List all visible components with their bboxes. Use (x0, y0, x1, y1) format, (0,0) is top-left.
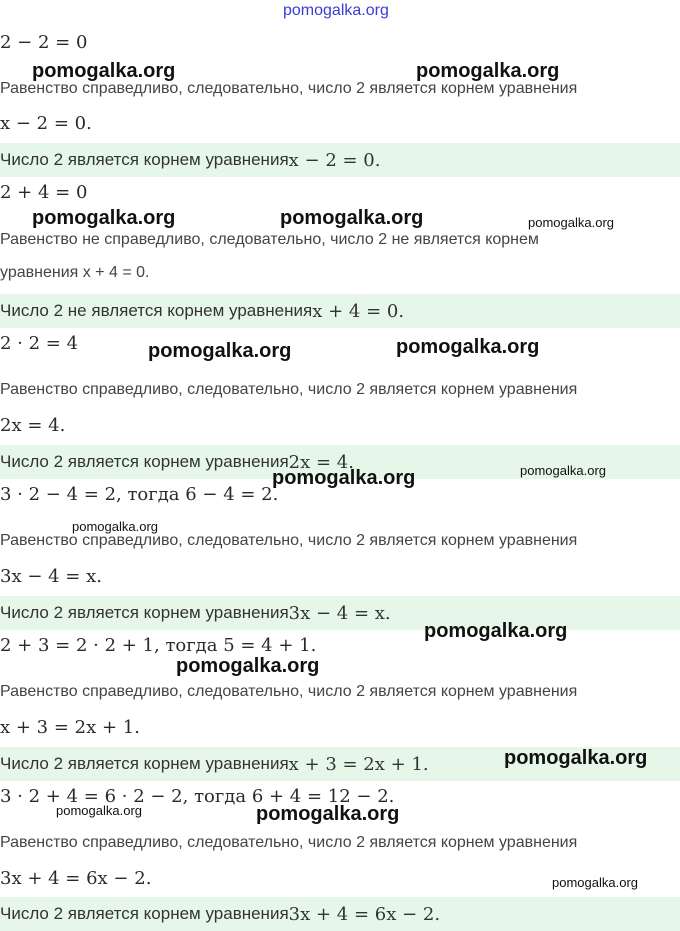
check-line-1: 2 − 2 = 0 (0, 32, 88, 53)
conclusion-text-1: Число 2 является корнем уравнения (0, 150, 289, 169)
conclusion-math-5: x + 3 = 2x + 1. (288, 753, 429, 775)
conclusion-4 (0, 596, 680, 630)
explanation-line-2b: уравнения x + 4 = 0. (0, 264, 150, 281)
watermark-label: pomogalka.org (528, 215, 614, 230)
watermark-label: pomogalka.org (416, 60, 560, 82)
explanation-line-6b: 3x + 4 = 6x − 2. (0, 868, 152, 889)
conclusion-math-1: x − 2 = 0. (288, 149, 381, 171)
watermark-label: pomogalka.org (56, 803, 142, 818)
check-line-4: 3 · 2 − 4 = 2, тогда 6 − 4 = 2. (0, 484, 279, 505)
watermark-label: pomogalka.org (280, 207, 424, 229)
conclusion-text-5: Число 2 является корнем уравнения (0, 754, 289, 773)
explanation-line-4a: Равенство справедливо, следовательно, число 2 является корнем уравнения (0, 532, 578, 549)
watermark-label: pomogalka.org (32, 60, 176, 82)
conclusion-text-4: Число 2 является корнем уравнения (0, 603, 289, 622)
conclusion-math-4: 3x − 4 = x. (288, 602, 391, 624)
check-line-3: 2 · 2 = 4 (0, 333, 79, 354)
conclusion-text-3: Число 2 является корнем уравнения (0, 452, 289, 471)
watermark-label: pomogalka.org (32, 207, 176, 229)
watermark-label: pomogalka.org (520, 463, 606, 478)
explanation-line-2a: Равенство не справедливо, следовательно, число 2 не является корнем (0, 231, 539, 248)
watermark-top: pomogalka.org (283, 2, 389, 19)
conclusion-math-2: x + 4 = 0. (312, 300, 405, 322)
watermark-label: pomogalka.org (256, 803, 400, 825)
conclusion-text-2: Число 2 не является корнем уравнения (0, 301, 313, 320)
explanation-line-3a: Равенство справедливо, следовательно, число 2 является корнем уравнения (0, 381, 578, 398)
explanation-line-6a: Равенство справедливо, следовательно, число 2 является корнем уравнения (0, 834, 578, 851)
check-line-6: 3 · 2 + 4 = 6 · 2 − 2, тогда 6 + 4 = 12 − 2. (0, 786, 395, 807)
explanation-line-1b: x − 2 = 0. (0, 113, 92, 134)
conclusion-6 (0, 897, 680, 931)
check-line-2: 2 + 4 = 0 (0, 182, 88, 203)
explanation-line-5b: x + 3 = 2x + 1. (0, 717, 140, 738)
watermark-label: pomogalka.org (552, 875, 638, 890)
watermark-label: pomogalka.org (424, 620, 568, 642)
explanation-line-4b: 3x − 4 = x. (0, 566, 102, 587)
watermark-label: pomogalka.org (396, 336, 540, 358)
conclusion-text-6: Число 2 является корнем уравнения (0, 904, 289, 923)
explanation-line-1a: Равенство справедливо, следовательно, число 2 является корнем уравнения (0, 80, 578, 97)
check-line-5: 2 + 3 = 2 · 2 + 1, тогда 5 = 4 + 1. (0, 635, 317, 656)
conclusion-math-3: 2x = 4. (288, 451, 354, 473)
conclusion-2 (0, 294, 680, 328)
explanation-line-5a: Равенство справедливо, следовательно, число 2 является корнем уравнения (0, 683, 578, 700)
explanation-line-3b: 2x = 4. (0, 415, 66, 436)
watermark-label: pomogalka.org (72, 519, 158, 534)
watermark-label: pomogalka.org (504, 747, 648, 769)
conclusion-math-6: 3x + 4 = 6x − 2. (288, 903, 441, 925)
conclusion-1 (0, 143, 680, 177)
watermark-label: pomogalka.org (272, 467, 416, 489)
watermark-label: pomogalka.org (148, 340, 292, 362)
watermark-label: pomogalka.org (176, 655, 320, 677)
